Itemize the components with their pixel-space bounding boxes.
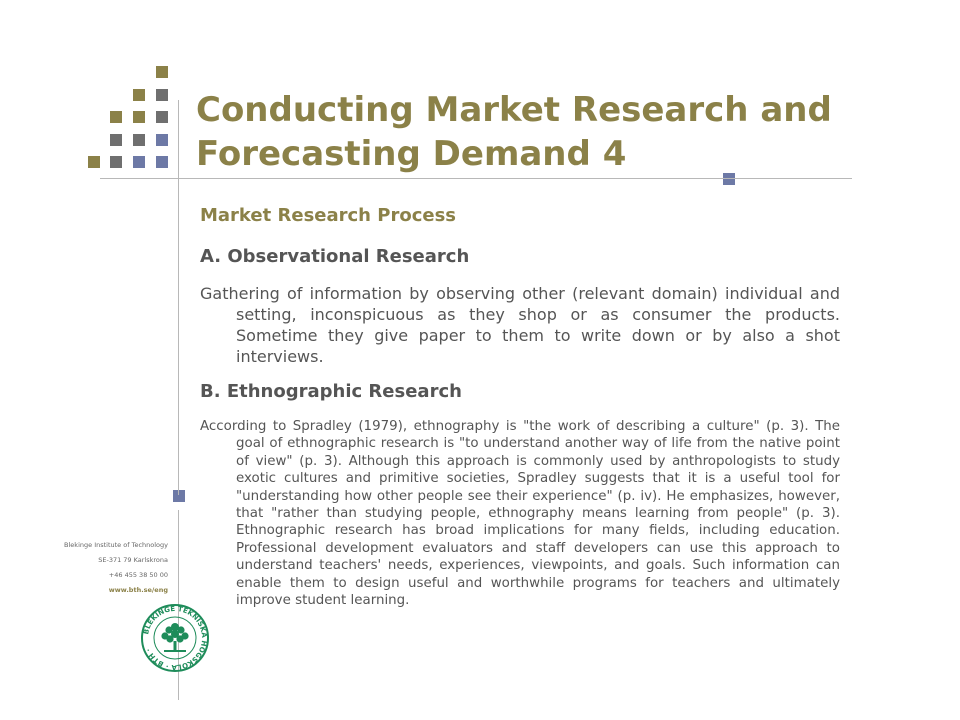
horizontal-divider xyxy=(100,178,852,179)
deco-square xyxy=(156,66,168,78)
subsection-heading-b: B. Ethnographic Research xyxy=(200,381,462,402)
deco-square xyxy=(173,490,185,502)
paragraph-ethnographic: According to Spradley (1979), ethnography is "the work of describing a culture" (p. 3). The goal of ethnographic research is "to understand another way of life from the native point of view" (p. 3). Although this approach is commonly used by anthropologists to study exotic cultures and primitive societies, Spradley suggests that it is a useful tool for "understanding how other people see their experience" (p. iv). He emphasizes, however, that "rather than studying people, ethnography means learning from people" (p. 3). Ethnographic research has broad implications for many fields, including education. Professional development evaluators and staff developers can use this approach to understand teachers' needs, experiences, viewpoints, and goals. Such information can enable them to design useful and worthwhile programs for teachers and ultimately improve student learning. xyxy=(200,419,840,609)
deco-square xyxy=(156,156,168,168)
deco-square xyxy=(156,89,168,101)
bth-logo-icon xyxy=(140,603,210,673)
bth-logo xyxy=(140,603,210,673)
deco-square xyxy=(156,134,168,146)
section-heading: Market Research Process xyxy=(200,205,457,226)
paragraph-observational: Gathering of information by observing other (relevant domain) individual and setting, inconspicuous as they shop or as consumer the products. Sometime they give paper to them to write down or by also a shot interviews. xyxy=(200,284,840,366)
subsection-heading-a: A. Observational Research xyxy=(200,246,470,267)
footer-address xyxy=(60,538,168,598)
slide-content xyxy=(200,205,840,609)
deco-square xyxy=(156,111,168,123)
deco-square xyxy=(110,134,122,146)
footer-street: SE-371 79 Karlskrona xyxy=(98,556,168,564)
deco-square xyxy=(110,111,122,123)
deco-square xyxy=(110,156,122,168)
deco-square xyxy=(133,134,145,146)
footer-phone: +46 455 38 50 00 xyxy=(108,571,168,579)
deco-square xyxy=(133,111,145,123)
deco-square xyxy=(133,89,145,101)
footer-institute: Blekinge Institute of Technology xyxy=(64,541,168,549)
vertical-divider xyxy=(178,100,179,495)
footer-website[interactable]: www.bth.se/eng xyxy=(108,586,168,594)
deco-square xyxy=(133,156,145,168)
slide-title: Conducting Market Research and Forecasting Demand 4 xyxy=(196,90,832,174)
deco-square xyxy=(88,156,100,168)
svg-text:BLEKINGE TEKNISKA HÖGSKOLA · B: BLEKINGE TEKNISKA HÖGSKOLA · BTH · xyxy=(142,604,209,672)
